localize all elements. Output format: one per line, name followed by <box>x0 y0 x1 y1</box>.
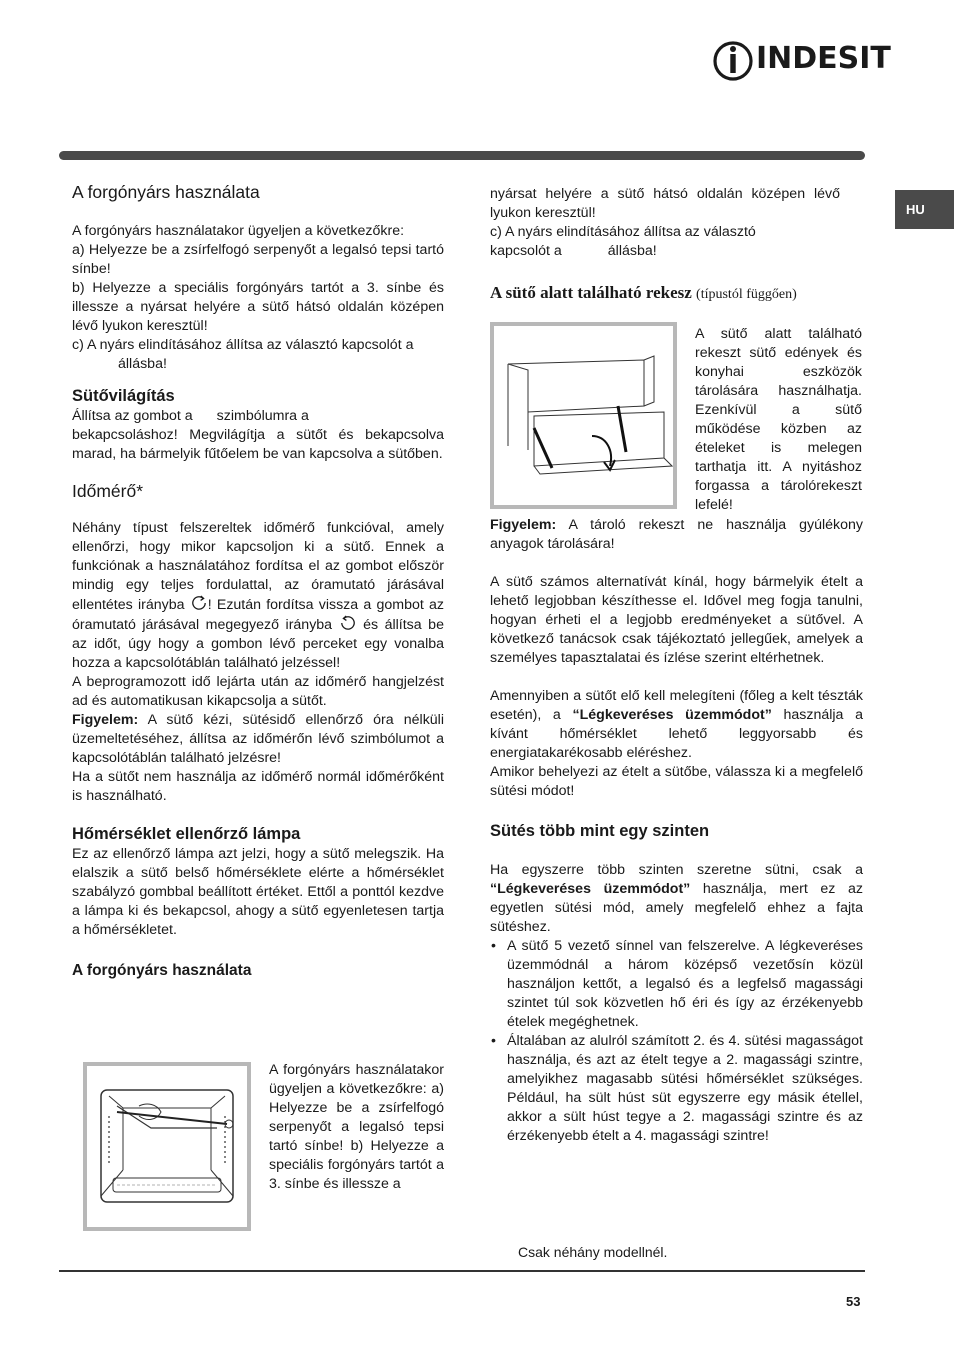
left-column <box>72 181 444 981</box>
section-title-drawer: A sütő alatt található rekesz (típustól függően) <box>490 283 797 302</box>
drawer-warning: Figyelem: A tároló rekeszt ne használja gyúlékony anyagok tárolására! <box>490 517 863 552</box>
right-column-top <box>490 185 840 305</box>
rotisserie-cont-step-c: c) A nyárs elindításához állítsa az választó kapcsolót a állásba! <box>490 224 756 259</box>
indesit-logo <box>712 38 891 84</box>
rotisserie-step-c-end: állásba! <box>118 356 167 372</box>
rotisserie-step-a: a) Helyezze be a zsírfelfogó serpenyőt a legalsó tepsi tartó sínbe! <box>72 242 444 277</box>
counterclockwise-arrow-icon <box>190 595 208 611</box>
rotisserie-illustration <box>83 1062 251 1231</box>
preheat-text: Amennyiben a sütőt elő kell melegíteni (főleg a kelt tészták esetén), a “Légkeveréses üzemmódot” használja a kívánt hőmérséklet lehető leggyorsabb és energiatakarékosabb eléréshez. <box>490 688 863 761</box>
rotisserie-side-text <box>269 1061 444 1194</box>
section-title-rotisserie-2: A forgónyárs használata <box>72 962 252 979</box>
section-title-rotisserie: A forgónyárs használata <box>72 182 260 202</box>
rotisserie-step-b: b) Helyezze a speciális forgónyárs tartót a 3. sínbe és illessze a nyársat helyére a sütő hátsó oldalán középen lévő lyukon keresztül! <box>72 280 444 334</box>
list-item: • Általában az alulról számított 2. és 4. sütési magasságot használja, és azt az ételt tegye a 2. magassági szintre, amelyikhez magasabb sütési hőmérséklet szükséges. Például, ha sült húst süt egyszerre egy másik étellel, akkor a sült húst tegye a 2. magassági szintre és az érzékenyebb ételt a 4. magassági szintre! <box>490 1032 863 1146</box>
timer-text-2: A beprogramozott idő lejárta után az időmérő hangjelzést ad és automatikusan kikapcsolja a sütőt. <box>72 674 444 709</box>
clockwise-arrow-icon <box>339 615 357 631</box>
multi-level-list <box>490 937 863 1146</box>
drawer-side-text <box>695 325 862 515</box>
section-title-timer: Időmérő* <box>72 481 144 501</box>
footer-divider <box>59 1270 865 1272</box>
timer-text-4: Ha a sütőt nem használja az időmérő normál időmérőként is használható. <box>72 769 444 804</box>
oven-light-line1: Állítsa az gombot a szimbólumra a <box>72 408 309 424</box>
footnote: Csak néhány modellnél. <box>518 1244 668 1260</box>
timer-warning: Figyelem: A sütő kézi, sütésidő ellenőrző óra nélküli üzemeltetéséhez, állítsa az időmérőn lévő szimbólumot a kapcsolótáblán található jelzésre! <box>72 712 444 766</box>
rotisserie-step-c: c) A nyárs elindításához állítsa az választó kapcsolót a <box>72 337 414 353</box>
multi-level-text: Ha egyszerre több szinten szeretne sütni, csak a “Légkeveréses üzemmódot” használja, mert ez az egyetlen sütési mód, amely megfelelő ehhez a fajta sütéshez. <box>490 862 863 935</box>
indesit-logo-mark-icon <box>712 38 754 84</box>
oven-rotisserie-drawing <box>87 1066 247 1227</box>
header-divider <box>59 151 865 160</box>
brand-name: INDESIT <box>756 41 891 76</box>
section-title-temp-lamp: Hőmérséklet ellenőrző lámpa <box>72 825 301 843</box>
drawer-text: A sütő alatt található rekeszt sütő edények és konyhai eszközök tárolására használhatja. Ezenkívül a sütő működése közben az ételeket is melegen tarthatja itt. A nyitáshoz forgassa a tárolórekeszt lefelé! <box>695 326 862 513</box>
rotisserie-cont-text: nyársat helyére a sütő hátsó oldalán középen lévő lyukon keresztül! <box>490 186 840 221</box>
language-tab: HU <box>895 190 954 229</box>
list-item: • A sütő 5 vezető sínnel van felszerelve. A légkeveréses üzemmódnál a három középső vezetősín közül használjon kettőt, a legalsó és a legfelső magassági szintet túl sok közvetlen hő éri és így az érzékenyebb ételek megéghetnek. <box>490 937 863 1032</box>
oven-light-text: bekapcsoláshoz! Megvilágítja a sütőt és bekapcsolva marad, ha bármelyik fűtőelem be van kapcsolva a sütőben. <box>72 427 444 462</box>
section-title-multi-level: Sütés több mint egy szinten <box>490 822 710 840</box>
section-title-oven-light: Sütővilágítás <box>72 387 175 405</box>
drawer-illustration <box>490 322 677 509</box>
right-column-main <box>490 516 863 1146</box>
oven-drawer-drawing <box>494 326 673 505</box>
baking-options-text: A sütő számos alternatívát kínál, hogy bármelyik ételt a lehető legjobban készíthesse el. Idővel meg fogja tanulni, hogyan érheti el a legjobb eredményeket a sütővel. A következő tanácsok csak tájékoztató jellegűek, amelyek a személyes tapasztalatai és ízlése szerint eltérhetnek. <box>490 574 863 666</box>
rotisserie-intro: A forgónyárs használatakor ügyeljen a következőkre: <box>72 223 405 239</box>
page-number: 53 <box>846 1294 861 1309</box>
temp-lamp-text: Ez az ellenőrző lámpa azt jelzi, hogy a sütő melegszik. Ha elalszik a sütő belső hőmérséklete elérte a hőmérséklet szabályzó gombbal beállított értéket. Ettől a ponttól kezdve a lámpa ki és bekapcsol, ahogy a sütő egyenletesen tartja a hőmérsékletet. <box>72 846 444 938</box>
timer-text: Néhány típust felszereltek időmérő funkcióval, amely ellenőrzi, hogy mikor kapcsoljon ki a sütő. Ennek a funkciónak a használatához fordítsa el az gombot először mindig egy teljes fordulattal, az óramutató járásával ellentétes irányba ! Ezután fordítsa vissza a gombot az óramutató járásával megegyező irányba és állítsa be az időt, úgy hogy a gombon lévő perceket egy vonalba hozza a kapcsolótáblán található jelzéssel! <box>72 520 444 671</box>
place-food-text: Amikor behelyezi az ételt a sütőbe, válassza ki a megfelelő sütési módot! <box>490 764 863 799</box>
rotisserie-2-text: A forgónyárs használatakor ügyeljen a következőkre: a) Helyezze be a zsírfelfogó serpenyőt a legalsó tepsi tartó sínbe! b) Helyezze a speciális forgónyárs tartót a 3. sínbe és illessze a <box>269 1062 444 1192</box>
